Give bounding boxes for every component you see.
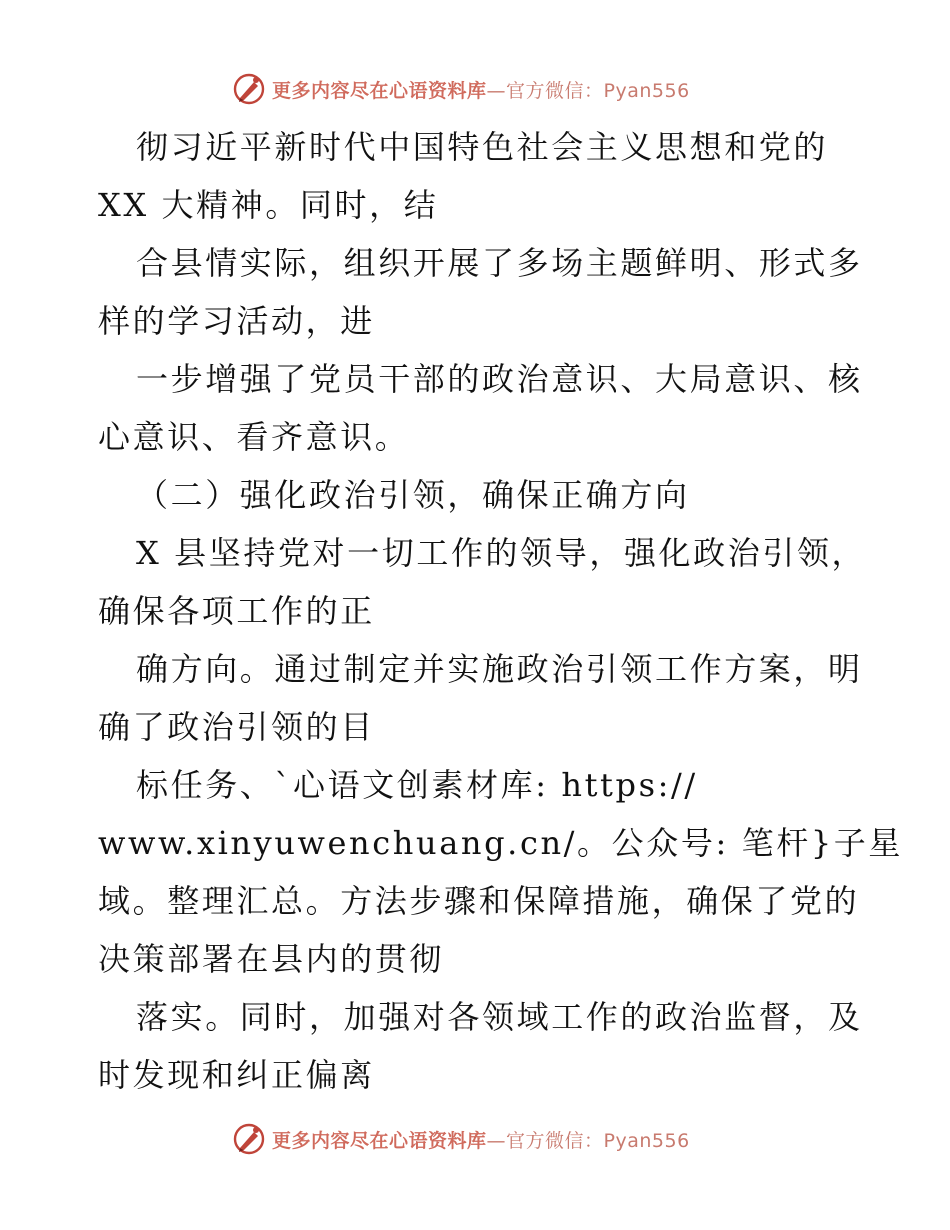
pen-logo-icon — [232, 72, 266, 106]
header-banner — [232, 72, 732, 106]
text-line: 一步增强了党员干部的政治意识、大局意识、核 — [136, 360, 863, 398]
text-line: 合县情实际，组织开展了多场主题鲜明、形式多 — [136, 244, 863, 282]
text-line: 心意识、看齐意识。 — [98, 418, 410, 456]
text-line: 决策部署在县内的贯彻 — [98, 940, 445, 978]
footer-banner-side: 官方微信：Pyan556 — [506, 1129, 690, 1152]
text-line: 时发现和纠正偏离 — [98, 1056, 375, 1094]
footer-banner-text — [272, 1126, 690, 1153]
pen-logo-icon — [232, 1122, 266, 1156]
header-banner-text — [272, 76, 690, 103]
text-line: 域。整理汇总。方法步骤和保障措施，确保了党的 — [98, 882, 860, 920]
text-line: 确方向。通过制定并实施政治引领工作方案，明 — [136, 650, 863, 688]
text-line: （二）强化政治引领，确保正确方向 — [136, 476, 690, 514]
header-banner-side: 官方微信：Pyan556 — [506, 79, 690, 102]
text-line: X 县坚持党对一切工作的领导，强化政治引领， — [136, 534, 867, 572]
text-line: www.xinyuwenchuang.cn/。公众号: 笔杆}子星 — [98, 824, 903, 862]
text-line: 落实。同时，加强对各领域工作的政治监督，及 — [136, 998, 863, 1036]
document-body — [98, 118, 903, 1104]
text-line: 样的学习活动，进 — [98, 302, 375, 340]
footer-banner-main: 更多内容尽在心语资料库 — [272, 1129, 487, 1152]
footer-banner-sep: — — [486, 1129, 507, 1152]
text-line: 确保各项工作的正 — [98, 592, 375, 630]
text-line: 标任务、`心语文创素材库: https:// — [136, 766, 698, 804]
header-banner-sep: — — [486, 79, 507, 102]
footer-banner — [232, 1122, 732, 1156]
header-banner-main: 更多内容尽在心语资料库 — [272, 79, 487, 102]
text-line: XX 大精神。同时，结 — [98, 186, 439, 224]
text-line: 彻习近平新时代中国特色社会主义思想和党的 — [136, 128, 829, 166]
text-line: 确了政治引领的目 — [98, 708, 375, 746]
